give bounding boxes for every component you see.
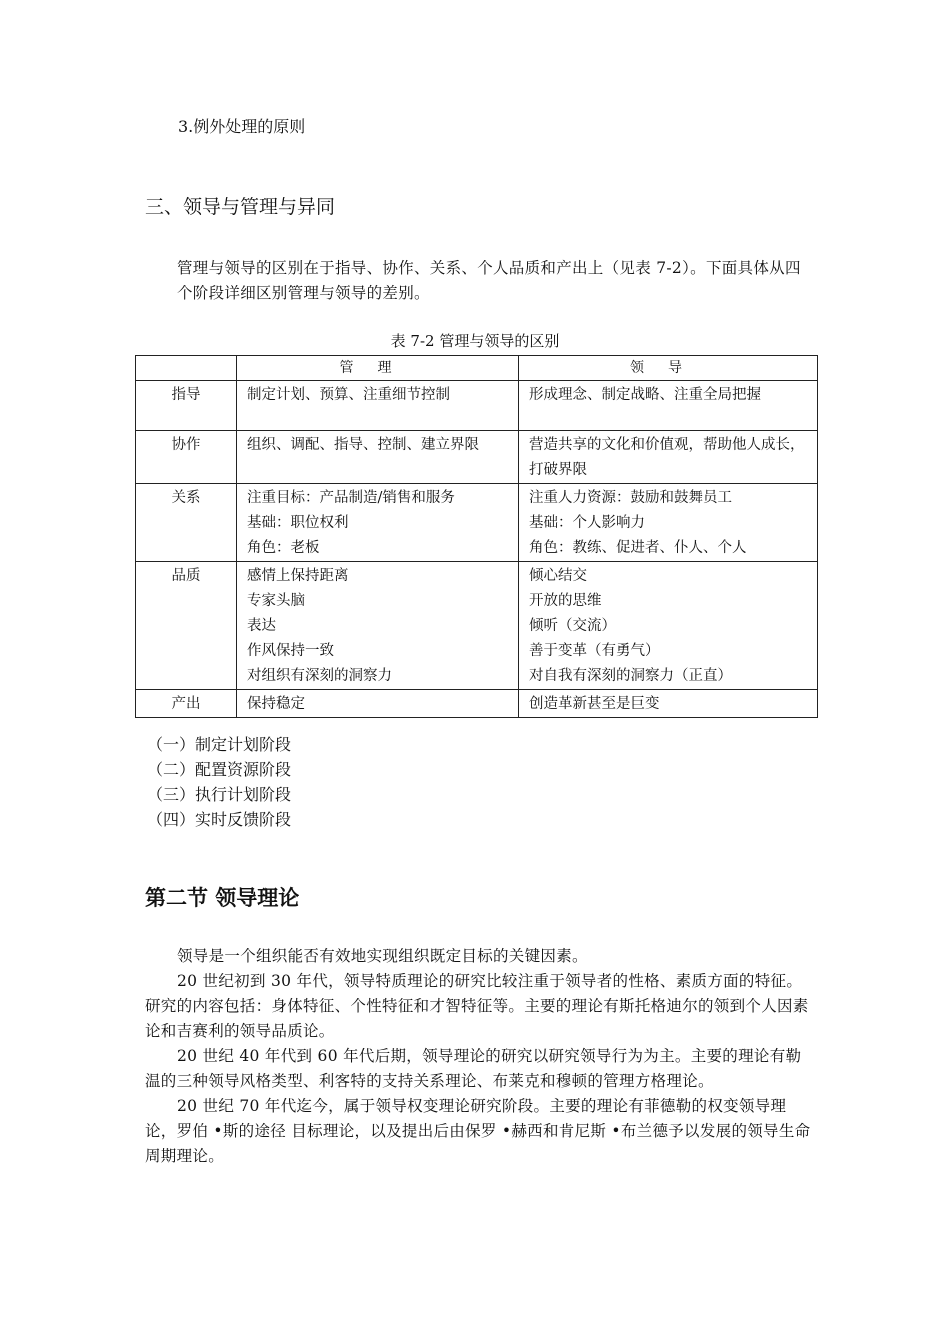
intro-paragraph [145,256,815,306]
cell-line: 角色：老板 [247,540,320,556]
body-paragraph: 20 世纪 40 年代到 60 年代后期，领导理论的研究以研究领导行为为主。主要的理论有勒温的三种领导风格类型、利客特的支持关系理论、布莱克和穆顿的管理方格理论。 [145,1047,802,1090]
row-label: 产出 [136,690,237,718]
cell-line: 创造革新甚至是巨变 [529,696,660,712]
management-cell [237,690,519,718]
cell-line: 营造共享的文化和价值观，帮助他人成长，打破界限 [529,437,805,478]
section-heading: 三、领导与管理与异同 [145,196,336,218]
management-cell [237,562,519,690]
comparison-table [135,355,818,718]
table-caption: 表 7-2 管理与领导的区别 [390,332,560,350]
table-row [136,381,818,431]
row-label: 指导 [136,381,237,431]
cell-line: 对组织有深刻的洞察力 [247,668,392,684]
intro-text: 管理与领导的区别在于指导、协作、关系、个人品质和产出上（见表 7-2）。下面具体从四个阶段详细区别管理与领导的差别。 [177,259,801,302]
table-row [136,690,818,718]
stage-list [147,732,291,832]
cell-line: 注重人力资源：鼓励和鼓舞员工 [529,490,732,506]
cell-line: 角色：教练、促进者、仆人、个人 [529,540,747,556]
cell-line: 开放的思维 [529,593,602,609]
sub-item-heading: 3.例外处理的原则 [178,117,306,136]
table-row [136,562,818,690]
cell-line: 制定计划、预算、注重细节控制 [247,387,450,403]
table-row [136,431,818,484]
leadership-cell [519,690,818,718]
leadership-cell [519,381,818,431]
body-paragraph: 20 世纪初到 30 年代，领导特质理论的研究比较注重于领导者的性格、素质方面的特征。研究的内容包括：身体特征、个性特征和才智特征等。主要的理论有斯托格迪尔的领到个人因素论和吉赛利的领导品质论。 [145,972,809,1040]
management-cell [237,381,519,431]
row-label: 关系 [136,484,237,562]
body-paragraph: 20 世纪 70 年代迄今，属于领导权变理论研究阶段。主要的理论有菲德勒的权变领导理论，罗伯 •斯的途径 目标理论，以及提出后由保罗 •赫西和肯尼斯 •布兰德予以发展的领导生命周期理论。 [145,1097,811,1165]
cell-line: 注重目标：产品制造/销售和服务 [247,490,455,506]
cell-line: 表达 [247,618,276,634]
cell-line: 善于变革（有勇气） [529,643,660,659]
section2-heading: 第二节 领导理论 [145,886,300,910]
cell-line: 作风保持一致 [247,643,334,659]
leadership-cell [519,562,818,690]
cell-line: 专家头脑 [247,593,305,609]
section2-body [145,944,815,1169]
leadership-cell [519,431,818,484]
leadership-cell [519,484,818,562]
stage-item: （一）制定计划阶段 [147,735,292,754]
header-cell-leadership: 领导 [519,356,818,381]
cell-line: 倾听（交流） [529,618,616,634]
row-label: 协作 [136,431,237,484]
cell-line: 保持稳定 [247,696,305,712]
stage-item: （三）执行计划阶段 [147,785,292,804]
header-cell-management: 管理 [237,356,519,381]
stage-item: （四）实时反馈阶段 [147,810,292,829]
cell-line: 组织、调配、指导、控制、建立界限 [247,437,479,453]
body-paragraph: 领导是一个组织能否有效地实现组织既定目标的关键因素。 [177,947,588,965]
table-row [136,484,818,562]
cell-line: 形成理念、制定战略、注重全局把握 [529,387,761,403]
cell-line: 对自我有深刻的洞察力（正直） [529,668,732,684]
cell-line: 基础：个人影响力 [529,515,645,531]
management-cell [237,431,519,484]
stage-item: （二）配置资源阶段 [147,760,292,779]
header-cell-empty [136,356,237,381]
cell-line: 倾心结交 [529,568,587,584]
table-header-row [136,356,818,381]
cell-line: 基础：职位权利 [247,515,349,531]
cell-line: 感情上保持距离 [247,568,349,584]
management-cell [237,484,519,562]
row-label: 品质 [136,562,237,690]
